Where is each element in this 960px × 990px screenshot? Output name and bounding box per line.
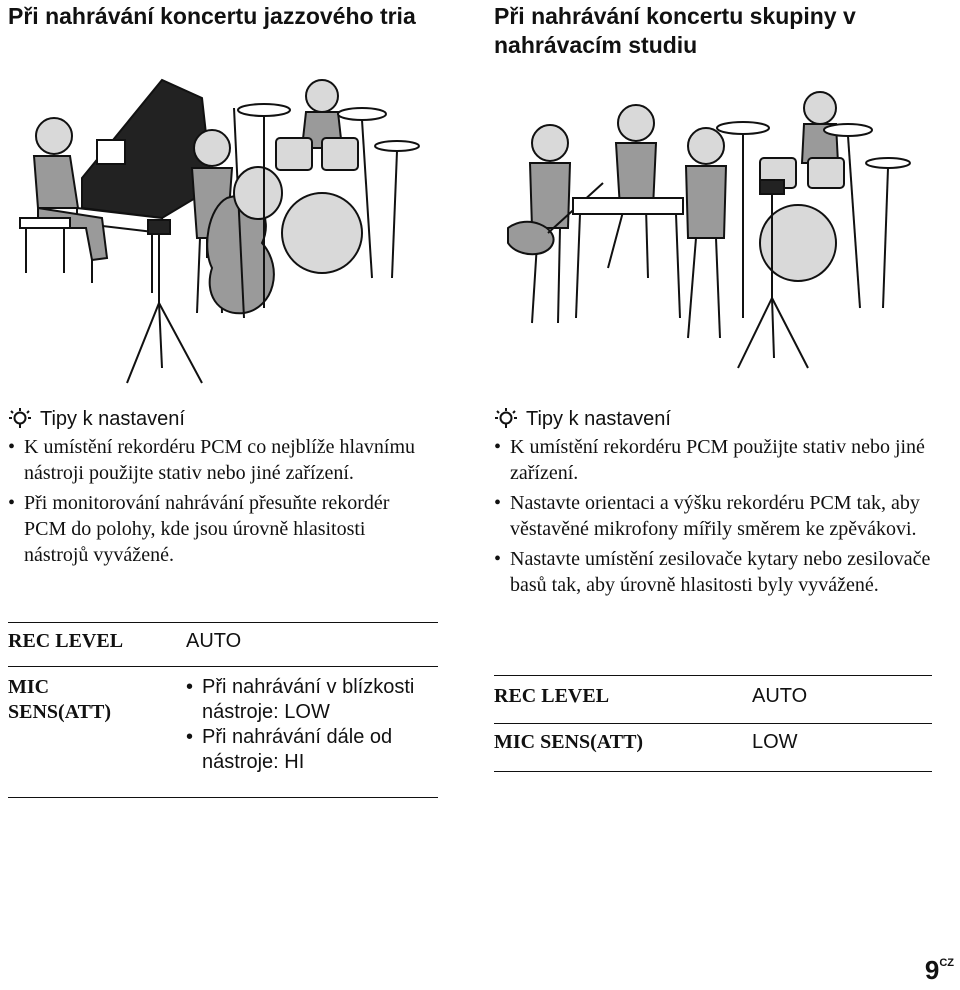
lightbulb-icon [8,407,32,431]
right-column [494,0,934,60]
table-row [8,623,438,667]
rec-level-label: REC LEVEL [494,685,610,707]
mic-sens-label: MIC [8,676,50,698]
grand-piano-drawing [77,80,212,293]
right-tips [494,406,934,602]
right-heading: Při nahrávání koncertu skupiny v nahrávacím studiu [494,3,856,58]
mic-sens-label: SENS(ATT) [8,701,111,723]
singer-drawing [686,128,726,338]
right-tips-title [494,406,934,432]
studio-band-illustration [498,68,918,386]
drum-kit-drawing [717,92,910,318]
lightbulb-icon [494,407,518,431]
list-item: • Při nahrávání v blízkosti nástroje: LOW [186,675,438,725]
rec-level-value: AUTO [752,685,808,707]
left-tips [8,406,428,572]
left-settings-table [8,622,438,798]
table-row [494,676,932,724]
left-tips-title [8,406,428,432]
mic-sens-value: LOW [752,731,798,753]
rec-level-label: REC LEVEL [8,630,124,652]
right-tips-list [494,434,934,598]
list-item: • Při nahrávání dále od nástroje: HI [186,725,438,775]
recorder-tripod-drawing [127,220,202,383]
list-item: • Při monitorování nahrávání přesuňte rekordér PCM do polohy, kde jsou úrovně hlasitosti nástrojů vyvážené. [8,490,428,568]
table-row [494,724,932,772]
tips-title-text: Tipy k nastavení [526,408,671,430]
keyboardist-drawing [573,105,683,318]
rec-level-value: AUTO [186,630,242,652]
guitarist-drawing [508,125,603,323]
left-heading: Při nahrávání koncertu jazzového tria [8,3,416,29]
left-column [8,0,440,31]
tips-title-text: Tipy k nastavení [40,408,185,430]
mic-sens-values [186,675,438,775]
page-number-suffix: CZ [939,957,954,969]
list-item: • Nastavte orientaci a výšku rekordéru PCM tak, aby věstavěné mikrofony mířily směrem ke zpěvákovi. [494,490,934,542]
page-number [925,955,954,986]
page-number-value: 9 [924,955,940,985]
table-row [8,667,438,798]
jazz-trio-illustration [12,68,432,386]
right-settings-table [494,675,932,772]
mic-sens-label: MIC SENS(ATT) [494,731,644,753]
list-item: • K umístění rekordéru PCM co nejblíže hlavnímu nástroji použijte stativ nebo jiné zařízení. [8,434,428,486]
left-tips-list [8,434,428,568]
list-item: • K umístění rekordéru PCM použijte stativ nebo jiné zařízení. [494,434,934,486]
list-item: • Nastavte umístění zesilovače kytary nebo zesilovače basů tak, aby úrovně hlasitosti byly vyvážené. [494,546,934,598]
